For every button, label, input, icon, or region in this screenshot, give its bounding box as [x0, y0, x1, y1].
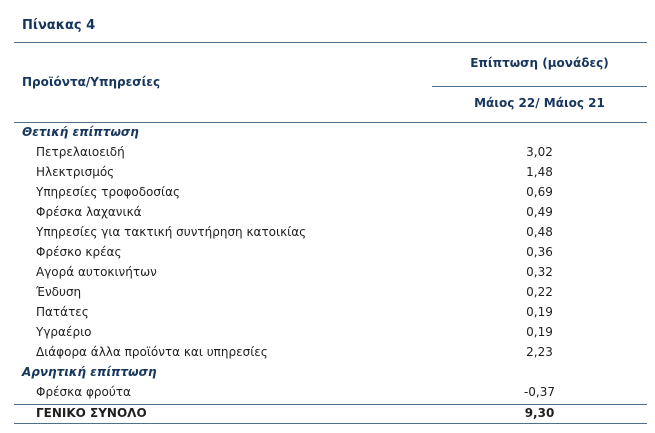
table-row: [14, 322, 647, 342]
row-value: 0,48: [526, 225, 553, 239]
table-row: [14, 282, 647, 302]
row-value: -0,37: [523, 385, 556, 399]
section-positive: [14, 122, 647, 142]
header-impact: Επίπτωση (μονάδες): [470, 56, 609, 70]
total-bottom-rule: [14, 423, 647, 424]
row-value: 0,19: [526, 325, 553, 339]
section-label: Αρνητική επίπτωση: [22, 365, 157, 379]
table-row: [14, 342, 647, 362]
table-row: [14, 202, 647, 222]
table-title: Πίνακας 4: [22, 18, 96, 33]
header-mid-rule: [432, 86, 647, 87]
table-row: [14, 302, 647, 322]
table-row: [14, 162, 647, 182]
row-value: 0,49: [526, 205, 553, 219]
table-row: [14, 222, 647, 242]
table-row: [14, 382, 647, 402]
row-value: 0,69: [526, 185, 553, 199]
table-row: [14, 262, 647, 282]
row-label: Φρέσκα φρούτα: [36, 385, 131, 399]
row-value: 0,32: [526, 265, 553, 279]
row-label: Αγορά αυτοκινήτων: [36, 265, 157, 279]
row-label: Φρέσκο κρέας: [36, 245, 122, 259]
row-label: Υγραέριο: [36, 325, 92, 339]
total-value: 9,30: [524, 406, 555, 420]
row-value: 3,02: [526, 145, 553, 159]
row-value: 1,48: [526, 165, 553, 179]
row-label: Υπηρεσίες για τακτική συντήρηση κατοικίας: [36, 225, 307, 239]
header-products: Προϊόντα/Υπηρεσίες: [22, 75, 161, 89]
section-label: Θετική επίπτωση: [22, 125, 139, 139]
table-row: [14, 142, 647, 162]
row-label: Διάφορα άλλα προϊόντα και υπηρεσίες: [36, 345, 268, 359]
row-value: 0,36: [526, 245, 553, 259]
header-period: Μάιος 22/ Μάιος 21: [474, 96, 605, 110]
total-row: [14, 403, 647, 423]
table-row: [14, 182, 647, 202]
table-document: [14, 0, 647, 433]
section-negative: [14, 362, 647, 382]
row-value: 0,22: [526, 285, 553, 299]
row-label: Πετρελαιοειδή: [36, 145, 125, 159]
row-label: Ηλεκτρισμός: [36, 165, 115, 179]
row-label: Υπηρεσίες τροφοδοσίας: [36, 185, 181, 199]
total-label: ΓΕΝΙΚΟ ΣΥΝΟΛΟ: [36, 406, 147, 420]
row-value: 2,23: [526, 345, 553, 359]
row-label: Ένδυση: [36, 285, 82, 299]
row-value: 0,19: [526, 305, 553, 319]
row-label: Πατάτες: [36, 305, 89, 319]
table-row: [14, 242, 647, 262]
top-rule: [14, 42, 647, 43]
row-label: Φρέσκα λαχανικά: [36, 205, 142, 219]
